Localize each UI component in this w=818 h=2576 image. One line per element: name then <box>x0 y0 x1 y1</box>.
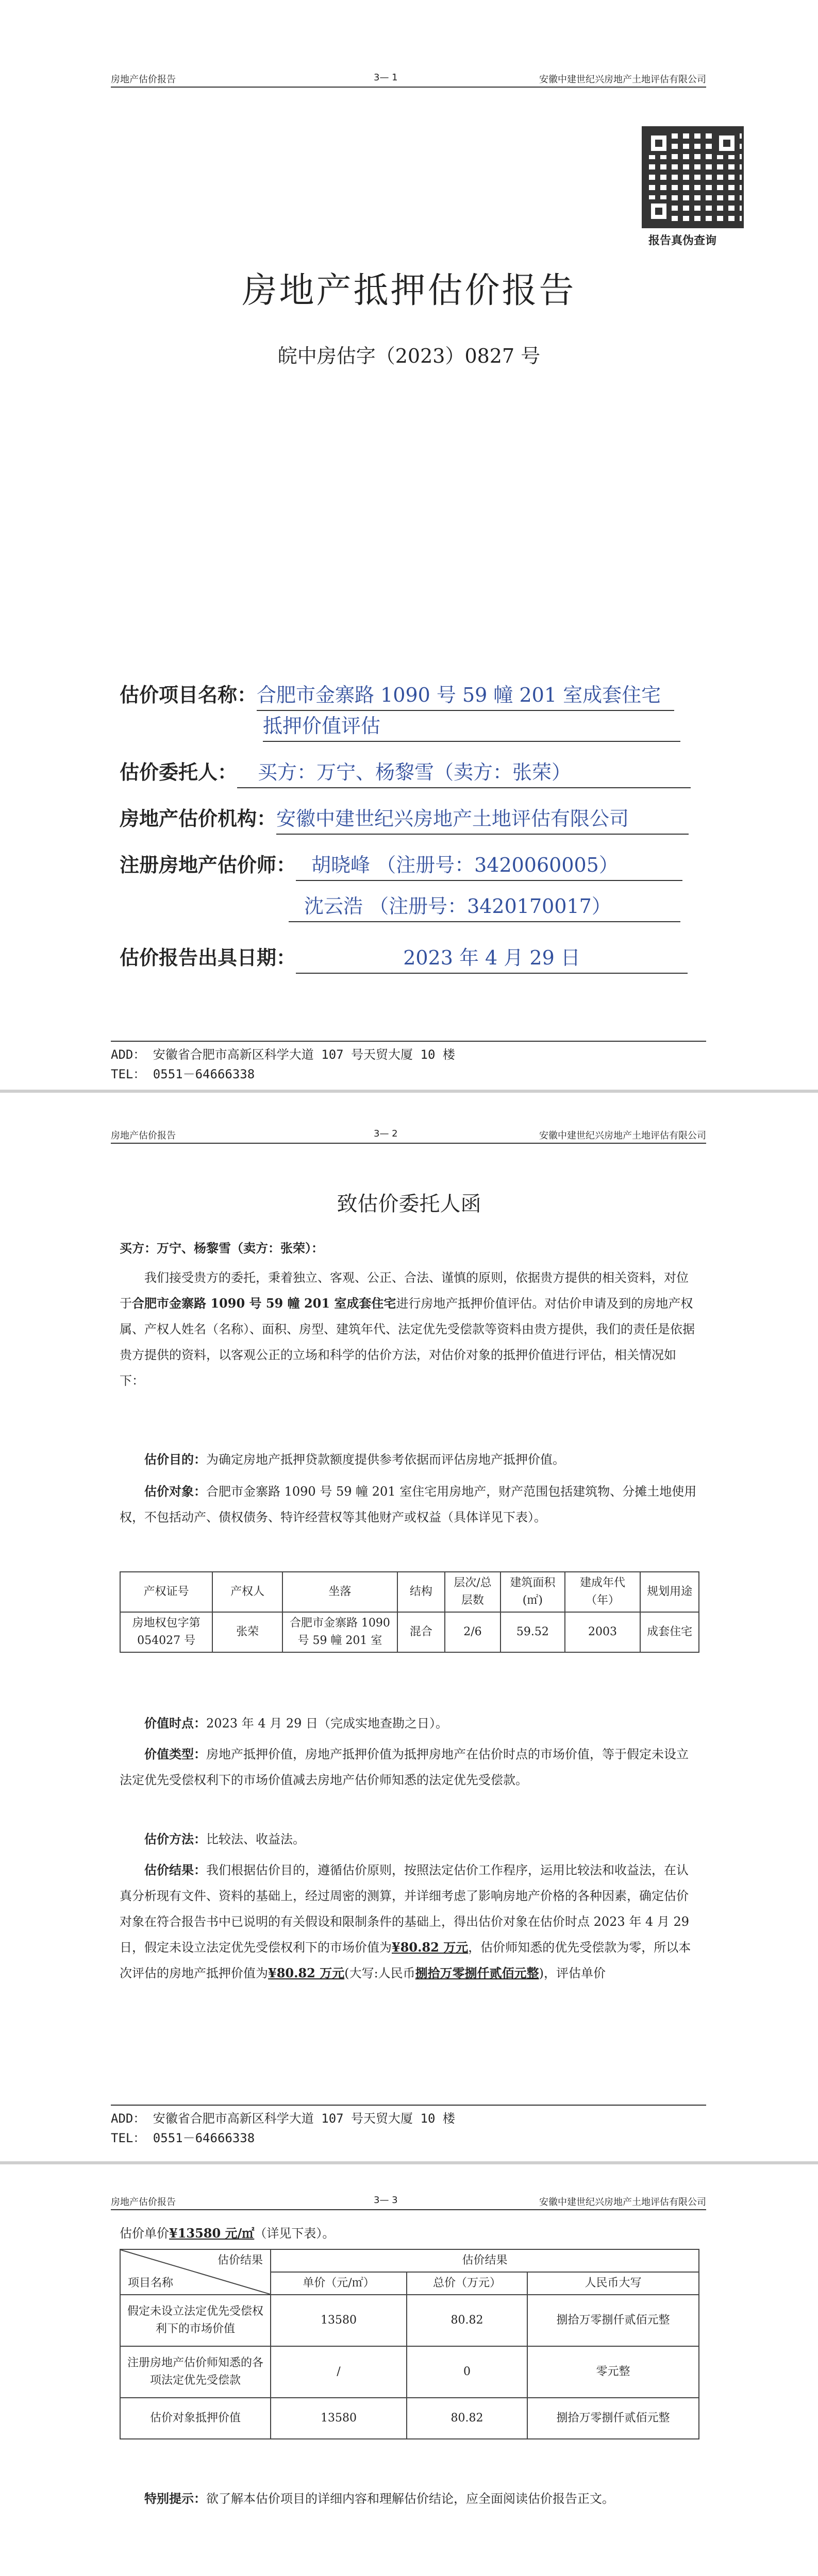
time-para <box>120 1710 699 1736</box>
value-summary-table <box>120 2249 699 2439</box>
table-row <box>120 2295 699 2346</box>
page-divider <box>0 2161 818 2164</box>
table-header: 产权人 <box>212 1572 282 1612</box>
tip-label: 特别提示： <box>144 2491 206 2506</box>
appraiser-1: 胡晓峰 （注册号：3420060005） <box>296 850 682 881</box>
result-para <box>120 1857 699 1986</box>
page-letter <box>0 1123 818 2156</box>
col-upper: 人民币大写 <box>527 2272 699 2295</box>
table-header: 规划用途 <box>640 1572 699 1612</box>
value-table-header-row <box>120 2249 699 2272</box>
mortgage-value-upper: 捌拾万零捌仟贰佰元整 <box>415 1965 539 1980</box>
row-upper: 捌拾万零捌仟贰佰元整 <box>527 2398 699 2439</box>
intro-a: 我们接受贵方的委托，秉着独立、客观、公正、合法、谨慎的原则，依据贵方提供的相关资料，对位于 <box>120 1270 689 1311</box>
page-header <box>111 2195 706 2210</box>
table-cell: 59.52 <box>500 1612 565 1652</box>
type-para <box>120 1741 699 1793</box>
client-row <box>120 757 691 788</box>
project-name-row-2 <box>263 711 680 742</box>
table-row <box>120 2346 699 2398</box>
row-name: 假定未设立法定优先受偿权利下的市场价值 <box>120 2295 271 2346</box>
page-cover <box>0 0 818 1084</box>
date-row <box>120 943 688 974</box>
row-unit: 13580 <box>271 2398 407 2439</box>
appraiser-row <box>120 850 682 881</box>
unit-price: ¥13580 元/㎡ <box>169 2226 255 2241</box>
time-text: 2023 年 4 月 29 日（完成实地查勘之日）。 <box>206 1716 448 1731</box>
header-left: 房地产估价报告 <box>111 2197 176 2208</box>
table-cell: 张荣 <box>212 1612 282 1652</box>
footer-address: ADD： 安徽省合肥市高新区科学大道 107 号天贸大厦 10 楼 <box>111 2111 455 2126</box>
document-number: 皖中房估字（2023）0827 号 <box>277 345 541 367</box>
project-value: 合肥市金寨路 1090 号 59 幢 201 室成套住宅 <box>257 680 674 711</box>
table-header: 建成年代（年） <box>565 1572 641 1612</box>
row-name: 估价对象抵押价值 <box>120 2398 271 2439</box>
unit-price-line <box>120 2221 699 2246</box>
row-total: 80.82 <box>407 2398 527 2439</box>
page-header <box>111 1128 706 1144</box>
object-para <box>120 1479 699 1530</box>
row-total: 80.82 <box>407 2295 527 2346</box>
header-left: 房地产估价报告 <box>111 1130 176 1141</box>
letter-intro <box>120 1265 699 1394</box>
page-divider <box>0 1090 818 1093</box>
agency-label: 房地产估价机构： <box>120 807 277 830</box>
col-total: 总价（万元） <box>407 2272 527 2295</box>
group-header: 估价结果 <box>271 2249 699 2272</box>
special-tip <box>120 2486 699 2512</box>
agency-value: 安徽中建世纪兴房地产土地评估有限公司 <box>276 804 689 835</box>
property-table <box>120 1571 699 1653</box>
object-text: 合肥市金寨路 1090 号 59 幢 201 室住宅用房地产，财产范围包括建筑物、分摊土地使用权，不包括动产、债权债务、特许经营权等其他财产或权益（具体详见下表）。 <box>120 1484 697 1524</box>
page-footer <box>111 1041 706 1084</box>
page-footer <box>111 2105 706 2148</box>
header-left: 房地产估价报告 <box>111 74 176 85</box>
letter-title: 致估价委托人函 <box>337 1192 481 1216</box>
result-c: ，估价师知悉的优先受偿款为零，所以本次评估的房地产抵押价值为 <box>120 1940 691 1980</box>
header-company: 安徽中建世纪兴房地产土地评估有限公司 <box>539 74 706 85</box>
table-header: 层次/总层数 <box>445 1572 500 1612</box>
date-value: 2023 年 4 月 29 日 <box>296 943 688 974</box>
footer-address: ADD： 安徽省合肥市高新区科学大道 107 号天贸大厦 10 楼 <box>111 1047 455 1062</box>
result-e: (大写:人民币 <box>344 1966 415 1980</box>
appraiser-2: 沈云浩 （注册号：3420170017） <box>289 891 680 922</box>
table-header: 建筑面积(㎡) <box>500 1572 565 1612</box>
row-total: 0 <box>407 2346 527 2398</box>
project-value-2: 抵押价值评估 <box>263 711 680 742</box>
table-cell: 2003 <box>565 1612 641 1652</box>
mortgage-value: ¥80.82 万元 <box>268 1965 345 1980</box>
client-value: 买方：万宁、杨黎雪（卖方：张荣） <box>237 757 691 788</box>
header-company: 安徽中建世纪兴房地产土地评估有限公司 <box>539 1130 706 1141</box>
header-page: 3— 2 <box>374 1128 398 1139</box>
table-cell: 合肥市金寨路 1090 号 59 幢 201 室 <box>282 1612 397 1652</box>
object-label: 估价对象： <box>144 1484 206 1499</box>
table-cell: 房地权包字第 054027 号 <box>120 1612 212 1652</box>
corner-bottom: 项目名称 <box>128 2277 174 2290</box>
purpose-label: 估价目的： <box>144 1452 206 1467</box>
time-label: 价值时点： <box>144 1716 206 1731</box>
method-label: 估价方法： <box>144 1832 206 1846</box>
table-header: 产权证号 <box>120 1572 212 1612</box>
method-text: 比较法、收益法。 <box>206 1832 305 1846</box>
table-cell: 2/6 <box>445 1612 500 1652</box>
page-summary <box>0 2192 818 2576</box>
date-label: 估价报告出具日期： <box>120 946 296 969</box>
table-cell: 成套住宅 <box>640 1612 699 1652</box>
header-page: 3— 1 <box>374 72 398 83</box>
table-row <box>120 2398 699 2439</box>
client-label: 估价委托人： <box>120 760 238 784</box>
table-cell: 混合 <box>397 1612 445 1652</box>
purpose-para <box>120 1447 699 1472</box>
row-unit: 13580 <box>271 2295 407 2346</box>
footer-tel: TEL： 0551－64666338 <box>111 1067 255 1081</box>
row-unit: / <box>271 2346 407 2398</box>
qr-code[interactable] <box>642 126 744 228</box>
agency-row <box>120 804 689 835</box>
appraiser-label: 注册房地产估价师： <box>120 853 296 876</box>
market-value: ¥80.82 万元 <box>392 1940 469 1955</box>
intro-subject: 合肥市金寨路 1090 号 59 幢 201 室成套住宅 <box>132 1296 396 1311</box>
col-unit: 单价（元/㎡） <box>271 2272 407 2295</box>
row-upper: 捌拾万零捌仟贰佰元整 <box>527 2295 699 2346</box>
row-upper: 零元整 <box>527 2346 699 2398</box>
tip-text: 欲了解本估价项目的详细内容和理解估价结论，应全面阅读估价报告正文。 <box>206 2492 614 2506</box>
project-name-row <box>120 680 674 711</box>
method-para <box>120 1826 699 1852</box>
unit-price-suffix: （详见下表）。 <box>254 2226 335 2241</box>
type-text: 房地产抵押价值，房地产抵押价值为抵押房地产在估价时点的市场价值，等于假定未设立法定优先受偿权利下的市场价值减去房地产估价师知悉的法定优先受偿款。 <box>120 1747 689 1787</box>
result-a: 我们根据估价目的，遵循估价原则，按照法定估价工作程序，运用比较法和收益法，在认真分析现有文件、资料的基础上，经过周密的测算，并详细考虑了影响房地产价格的各种因素，确定估价对象在符合报告书中已说明的有关假设和限制条件的基础上，得出估价对象在估价时点 2023 年 4 月 29 日，假定未设立法定优先受偿权利下的市场价值为 <box>120 1863 690 1955</box>
table-header: 结构 <box>397 1572 445 1612</box>
letter-addressee <box>120 1235 699 1261</box>
footer-tel: TEL： 0551－64666338 <box>111 2131 255 2145</box>
result-label: 估价结果： <box>144 1862 206 1877</box>
header-company: 安徽中建世纪兴房地产土地评估有限公司 <box>539 2197 706 2208</box>
header-page: 3— 3 <box>374 2195 398 2206</box>
addressee: 买方：万宁、杨黎雪（卖方：张荣）： <box>120 1241 324 1256</box>
diagonal-header-cell <box>120 2249 271 2295</box>
qr-caption: 报告真伪查询 <box>648 234 717 247</box>
unit-price-lead: 估价单价 <box>120 2226 169 2241</box>
row-name: 注册房地产估价师知悉的各项法定优先受偿款 <box>120 2346 271 2398</box>
page-header <box>111 72 706 88</box>
corner-top: 估价结果 <box>217 2254 263 2267</box>
report-title: 房地产抵押估价报告 <box>242 270 576 311</box>
table-header: 坐落 <box>282 1572 397 1612</box>
type-label: 价值类型： <box>144 1747 206 1761</box>
appraiser-row-2 <box>289 891 680 922</box>
table-row <box>120 1612 699 1652</box>
table-header-row <box>120 1572 699 1612</box>
project-label: 估价项目名称： <box>120 683 257 706</box>
intro-c: 进行房地产抵押价值评估。对估价申请及到的房地产权属、产权人姓名（名称）、面积、房型、建筑年代、法定优先受偿款等资料由贵方提供，我们的责任是依据贵方提供的资料，以客观公正的立场和科学的估价方法，对估价对象的抵押价值进行评估，相关情况如下： <box>120 1296 695 1388</box>
purpose-text: 为确定房地产抵押贷款额度提供参考依据而评估房地产抵押价值。 <box>206 1452 565 1467</box>
result-g: )，评估单价 <box>539 1966 606 1980</box>
